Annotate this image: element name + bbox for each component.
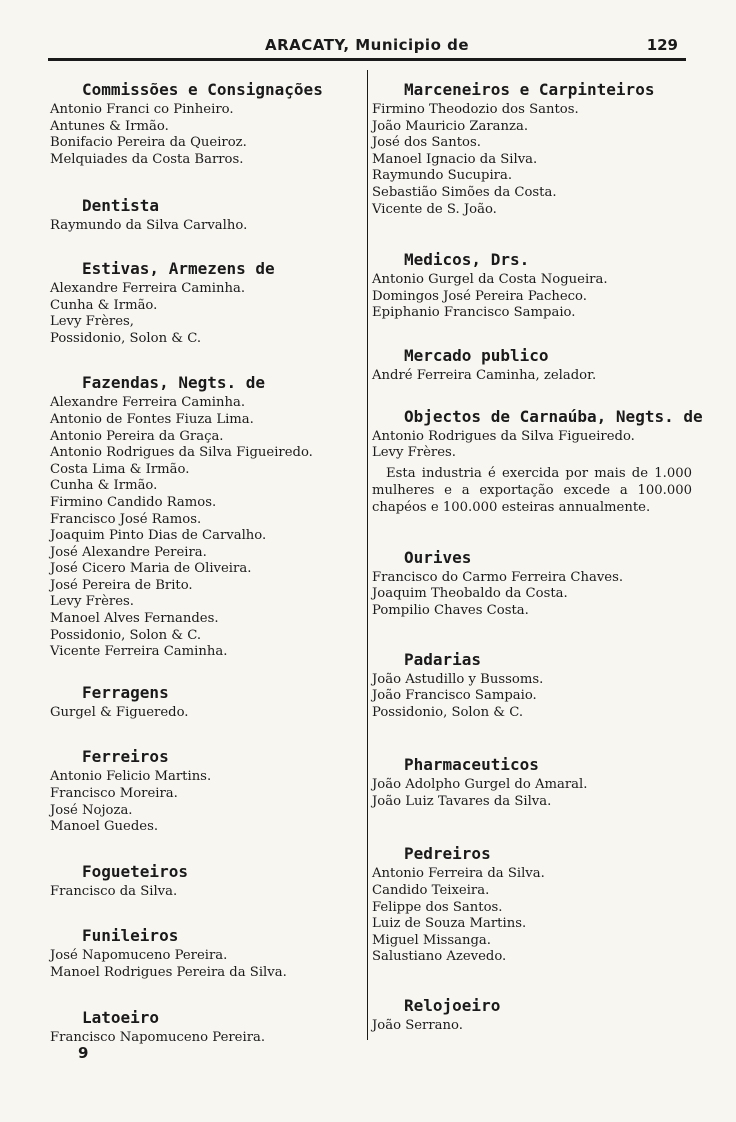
section-relojoeiro xyxy=(372,996,692,1035)
section-heading: Pharmaceuticos xyxy=(404,755,539,775)
directory-entry: Francisco Moreira. xyxy=(50,786,178,802)
section-heading: Pedreiros xyxy=(404,844,491,864)
directory-entry: João Luiz Tavares da Silva. xyxy=(372,793,552,809)
page-header xyxy=(48,30,686,61)
section-heading: Objectos de Carnaúba, Negts. de xyxy=(404,406,703,426)
directory-entry: Felippe dos Santos. xyxy=(372,899,503,915)
directory-entry: Francisco da Silva. xyxy=(50,883,178,899)
section-heading: Estivas, Armezens de xyxy=(82,258,275,278)
directory-entry: Antonio Rodrigues da Silva Figueiredo. xyxy=(50,445,313,461)
section-heading: Marceneiros e Carpinteiros xyxy=(404,80,655,99)
directory-entry: Levy Frères. xyxy=(50,594,134,610)
directory-entry: Antonio Ferreira da Silva. xyxy=(372,866,545,882)
section-padarias xyxy=(372,650,692,722)
section-heading: Latoeiro xyxy=(82,1007,160,1027)
section-ferragens xyxy=(50,683,362,722)
section-heading: Medicos, Drs. xyxy=(404,250,530,270)
section-pedreiros xyxy=(372,844,692,966)
directory-entry: Manoel Guedes. xyxy=(50,819,159,835)
directory-entry: Antonio Pereira da Graça. xyxy=(50,428,224,444)
directory-entry: Sebastião Simões da Costa. xyxy=(372,184,557,200)
running-title: ARACATY, Municipio de xyxy=(264,36,470,54)
section-ourives xyxy=(372,548,692,620)
directory-entry: Levy Frères, xyxy=(50,314,134,330)
directory-entry: Alexandre Ferreira Caminha. xyxy=(50,395,246,411)
directory-entry: Vicente de S. João. xyxy=(372,201,497,217)
directory-entry: José dos Santos. xyxy=(372,135,481,151)
section-marceneiros-e-carpinteiros xyxy=(372,80,692,218)
section-funileiros xyxy=(50,926,362,981)
directory-entry: João Adolpho Gurgel do Amaral. xyxy=(372,777,588,793)
section-commissoes-e-consignacoes xyxy=(50,80,362,168)
directory-entry: Cunha & Irmão. xyxy=(50,297,158,313)
directory-entry: Possidonio, Solon & C. xyxy=(50,330,202,346)
directory-entry: Raymundo da Silva Carvalho. xyxy=(50,218,248,234)
directory-entry: Firmino Candido Ramos. xyxy=(50,494,217,510)
section-heading: Ourives xyxy=(404,547,472,567)
directory-entry: José Pereira de Brito. xyxy=(50,577,193,593)
section-heading: Fogueteiros xyxy=(82,861,188,881)
directory-entry: Antonio Felicio Martins. xyxy=(50,769,212,785)
directory-entry: Epiphanio Francisco Sampaio. xyxy=(372,305,576,321)
directory-entry: João Astudillo y Bussoms. xyxy=(372,671,544,687)
section-note: Esta industria é exercida por mais de 1.000 mulheres e a exportação excede a 100.000 chapéos e 100.000 esteiras annualmente. xyxy=(372,465,692,515)
directory-entry: Raymundo Sucupira. xyxy=(372,168,513,184)
section-dentista xyxy=(50,196,362,235)
section-latoeiro xyxy=(50,1008,362,1047)
directory-entry: Vicente Ferreira Caminha. xyxy=(50,644,228,660)
directory-entry: Salustiano Azevedo. xyxy=(372,949,507,965)
section-heading: Padarias xyxy=(404,649,482,669)
directory-entry: Antonio Gurgel da Costa Nogueira. xyxy=(372,272,608,288)
directory-entry: Antunes & Irmão. xyxy=(50,118,169,134)
signature-mark: 9 xyxy=(78,1044,89,1063)
section-pharmaceuticos xyxy=(372,755,692,810)
right-column xyxy=(372,80,703,1035)
directory-entry: Cunha & Irmão. xyxy=(50,478,158,494)
column-divider xyxy=(367,70,368,1040)
directory-entry: Manoel Ignacio da Silva. xyxy=(372,151,538,167)
section-heading: Commissões e Consignações xyxy=(82,80,323,99)
section-heading: Relojoeiro xyxy=(404,996,501,1016)
directory-entry: Candido Teixeira. xyxy=(372,883,490,899)
directory-entry: Francisco Napomuceno Pereira. xyxy=(50,1029,266,1045)
directory-entry: Manoel Alves Fernandes. xyxy=(50,611,219,627)
section-heading: Ferreiros xyxy=(82,747,169,767)
directory-entry: Costa Lima & Irmão. xyxy=(50,461,190,477)
directory-entry: Luiz de Souza Martins. xyxy=(372,916,527,932)
page-number: 129 xyxy=(646,36,678,54)
directory-entry: Miguel Missanga. xyxy=(372,932,491,948)
directory-entry: Domingos José Pereira Pacheco. xyxy=(372,288,587,304)
directory-entry: Levy Frères. xyxy=(372,445,456,461)
directory-entry: Francisco do Carmo Ferreira Chaves. xyxy=(372,569,624,585)
section-medicos-drs xyxy=(372,250,692,322)
directory-entry: Possidonio, Solon & C. xyxy=(372,704,524,720)
section-ferreiros xyxy=(50,747,362,835)
directory-entry: Joaquim Theobaldo da Costa. xyxy=(372,586,568,602)
directory-entry: Antonio Franci co Pinheiro. xyxy=(50,102,234,117)
directory-entry: Alexandre Ferreira Caminha. xyxy=(50,280,246,296)
directory-entry: João Mauricio Zaranza. xyxy=(372,118,529,134)
section-objectos-de-carnauba-negts-de xyxy=(372,406,703,516)
directory-entry: Pompilio Chaves Costa. xyxy=(372,602,529,618)
section-estivas-armezens-de xyxy=(50,259,362,347)
directory-entry: Manoel Rodrigues Pereira da Silva. xyxy=(50,965,287,980)
directory-entry: Antonio de Fontes Fiuza Lima. xyxy=(50,411,254,427)
directory-entry: João Francisco Sampaio. xyxy=(372,688,537,704)
section-fazendas-negts-de xyxy=(50,373,362,661)
directory-entry: Possidonio, Solon & C. xyxy=(50,627,202,643)
directory-entry: Francisco José Ramos. xyxy=(50,511,202,527)
section-heading: Fazendas, Negts. de xyxy=(82,373,266,393)
directory-entry: José Alexandre Pereira. xyxy=(50,544,207,560)
directory-entry: João Serrano. xyxy=(372,1018,463,1034)
section-heading: Funileiros xyxy=(82,926,179,946)
left-column xyxy=(50,80,362,1062)
directory-entry: José Nojoza. xyxy=(50,802,133,818)
directory-entry: Melquiades da Costa Barros. xyxy=(50,151,244,167)
directory-entry: Bonifacio Pereira da Queiroz. xyxy=(50,135,247,151)
section-mercado-publico xyxy=(372,346,692,385)
directory-entry: Joaquim Pinto Dias de Carvalho. xyxy=(50,528,267,544)
section-fogueteiros xyxy=(50,862,362,901)
directory-entry: Gurgel & Figueredo. xyxy=(50,704,189,720)
section-heading: Dentista xyxy=(82,196,160,216)
directory-entry: Firmino Theodozio dos Santos. xyxy=(372,102,579,117)
directory-entry: José Cicero Maria de Oliveira. xyxy=(50,561,252,577)
directory-entry: José Napomuceno Pereira. xyxy=(50,948,228,964)
section-heading: Ferragens xyxy=(82,682,169,702)
section-heading: Mercado publico xyxy=(404,345,549,365)
directory-entry: André Ferreira Caminha, zelador. xyxy=(372,367,597,383)
directory-entry: Antonio Rodrigues da Silva Figueiredo. xyxy=(372,428,635,444)
